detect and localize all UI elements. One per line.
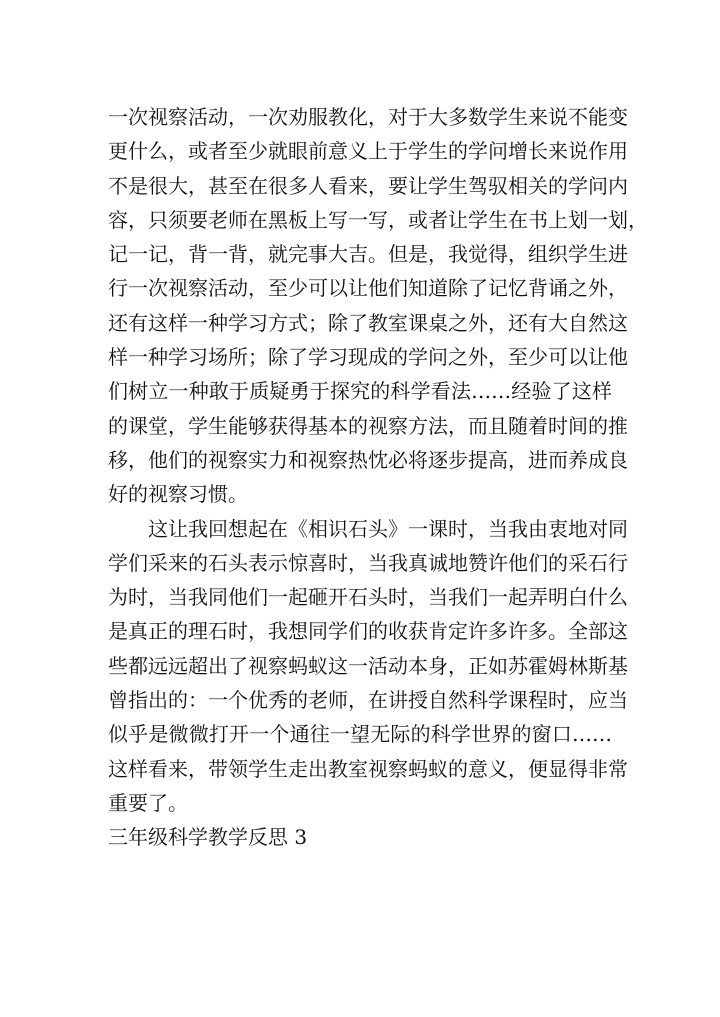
paragraph-line: 们树立一种敢于质疑勇于探究的科学看法……经验了这样	[108, 379, 612, 404]
paragraph-line: 还有这样一种学习方式；除了教室课桌之外，还有大自然这	[108, 310, 628, 335]
paragraph-line: 好的视察习惯。	[108, 482, 248, 507]
paragraph-line: 更什么，或者至少就眼前意义上于学生的学问增长来说作用	[108, 139, 628, 164]
paragraph-line: 为时，当我同他们一起砸开石头时，当我们一起弄明白什么	[108, 585, 628, 610]
paragraph-line: 这让我回想起在《相识石头》一课时，当我由衷地对同	[148, 516, 628, 541]
paragraph-line: 一次视察活动，一次劝服教化，对于大多数学生来说不能变	[108, 105, 628, 129]
paragraph-line: 似乎是微微打开一个通往一望无际的科学世界的窗口……	[108, 722, 612, 747]
paragraph-line: 些都远远超出了视察蚂蚁这一活动本身，正如苏霍姆林斯基	[108, 653, 628, 678]
paragraph-line: 重要了。	[108, 790, 188, 815]
paragraph-line: 学们采来的石头表示惊喜时，当我真诚地赞许他们的采石行	[108, 550, 628, 575]
paragraph-line: 容，只须要老师在黑板上写一写，或者让学生在书上划一划，	[108, 207, 648, 232]
paragraph-line: 行一次视察活动，至少可以让他们知道除了记忆背诵之外，	[108, 276, 628, 301]
paragraph-line: 记一记，背一背，就完事大吉。但是，我觉得，组织学生进	[108, 242, 628, 267]
paragraph-line: 这样看来，带领学生走出教室视察蚂蚁的意义，便显得非常	[108, 756, 628, 781]
paragraph-line: 移，他们的视察实力和视察热忱必将逐步提高，进而养成良	[108, 447, 628, 472]
paragraph-1	[108, 100, 648, 512]
paragraph-line: 样一种学习场所；除了学习现成的学问之外，至少可以让他	[108, 345, 628, 370]
paragraph-line: 是真正的理石时，我想同学们的收获肯定许多许多。全部这	[108, 619, 628, 644]
paragraph-2	[108, 512, 628, 821]
section-heading: 三年级科学教学反思 3	[108, 825, 308, 850]
paragraph-line: 不是很大，甚至在很多人看来，要让学生驾驭相关的学问内	[108, 173, 628, 198]
body-text	[108, 100, 648, 855]
paragraph-line: 曾指出的：一个优秀的老师，在讲授自然科学课程时，应当	[108, 688, 628, 713]
paragraph-line: 的课堂，学生能够获得基本的视察方法，而且随着时间的推	[108, 413, 628, 438]
